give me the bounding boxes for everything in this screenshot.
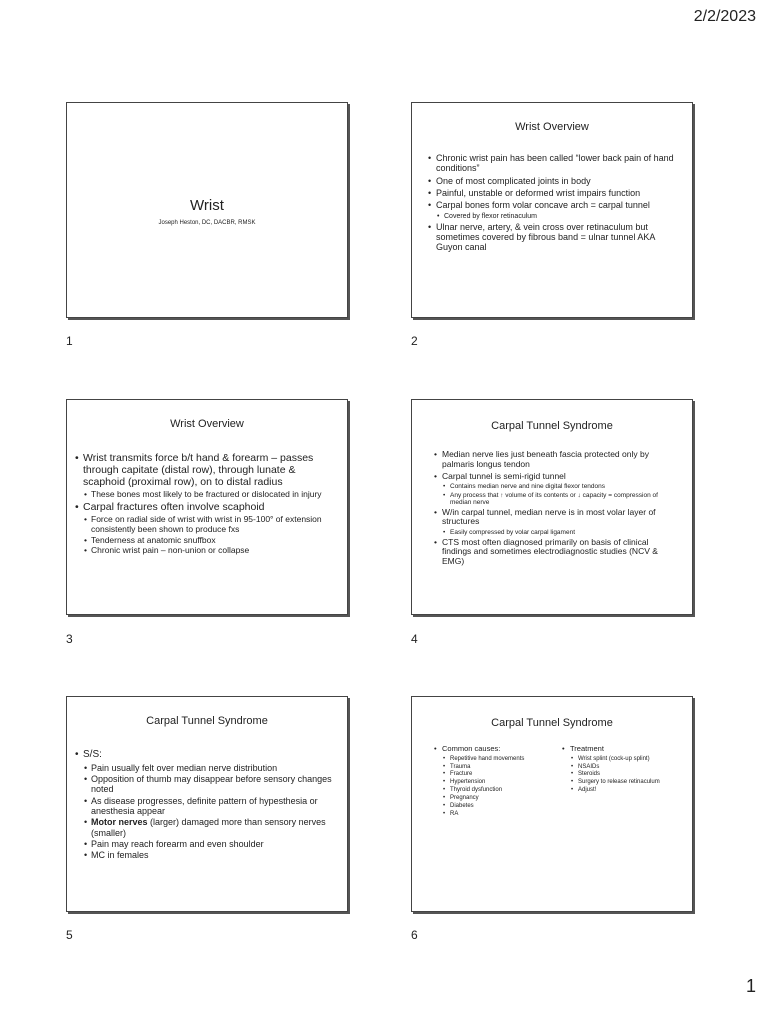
sub-bullet: • MC in females [84, 850, 337, 860]
two-column-content [434, 745, 686, 819]
slide-4 [411, 399, 693, 615]
bullet-list [75, 749, 337, 861]
sub-bullet: • As disease progresses, definite pattern of hypesthesia or anesthesia appear [84, 796, 337, 817]
slide-3 [66, 399, 348, 615]
sub-bullet: • Surgery to release retinaculum [571, 779, 684, 786]
sub-bullet: • Wrist splint (cock-up splint) [571, 756, 684, 763]
causes-items [443, 756, 562, 818]
page-number: 1 [745, 976, 756, 996]
sub-bullet: • Pregnancy [443, 795, 562, 802]
bullet: • One of most complicated joints in body [428, 176, 680, 186]
sub-bullet: • Pain may reach forearm and even shoulder [84, 839, 337, 849]
bullet: • S/S: [75, 749, 337, 761]
bullet-list [75, 452, 337, 556]
slide-number-3: 3 [66, 632, 73, 646]
sub-bullet: • Trauma [443, 764, 562, 771]
bullet: • Ulnar nerve, artery, & vein cross over retinaculum but sometimes covered by fibrous band = ulnar tunnel AKA Guyon canal [428, 222, 680, 253]
sub-bullet [84, 817, 337, 838]
sub-bullet: • Adjust! [571, 787, 684, 794]
sub-bullet: • Tenderness at anatomic snuffbox [84, 536, 337, 546]
bullet: • Painful, unstable or deformed wrist impairs function [428, 188, 680, 198]
slide-6 [411, 696, 693, 912]
sub-bullet: • Hypertension [443, 779, 562, 786]
sub-bullet: • Contains median nerve and nine digital flexor tendons [443, 483, 680, 490]
slide-number-5: 5 [66, 928, 73, 942]
sub-bullet: • NSAIDs [571, 764, 684, 771]
bullet: • Chronic wrist pain has been called “lower back pain of hand conditions” [428, 153, 680, 174]
slide-number-6: 6 [411, 928, 418, 942]
bullet-list [428, 153, 680, 253]
bullet: • W/in carpal tunnel, median nerve is in most volar layer of structures [434, 508, 680, 528]
bullet-text: (larger) damaged more than sensory nerves (smaller) [91, 817, 326, 838]
treatment-column [562, 745, 684, 819]
sub-bullet: • Repetitive hand movements [443, 756, 562, 763]
bullet: • CTS most often diagnosed primarily on basis of clinical findings and sometimes electrodiagnostic studies (NCV & EMG) [434, 538, 680, 567]
causes-list [434, 745, 562, 754]
sub-bullet: • Covered by flexor retinaculum [437, 213, 680, 221]
bold-term: Motor nerves [91, 817, 148, 828]
bullet: • Wrist transmits force b/t hand & forearm – passes through capitate (distal row), through lunate & scaphoid (proximal row), on to distal radius [75, 452, 337, 488]
sub-bullet: • Diabetes [443, 803, 562, 810]
sub-bullet: • Chronic wrist pain – non-union or collapse [84, 546, 337, 556]
slide-number-1: 1 [66, 334, 73, 348]
sub-bullet: • RA [443, 811, 562, 818]
bullet-list [434, 450, 680, 567]
bullet: • Median nerve lies just beneath fascia protected only by palmaris longus tendon [434, 450, 680, 470]
slide-5 [66, 696, 348, 912]
bullet: • Carpal tunnel is semi-rigid tunnel [434, 472, 680, 482]
treatment-items [571, 756, 684, 794]
slide-subtitle: Joseph Heston, DC, DACBR, RMSK [158, 220, 256, 226]
slide-title: Wrist [190, 197, 224, 214]
sub-bullet: • Opposition of thumb may disappear before sensory changes noted [84, 774, 337, 795]
slide-2 [411, 102, 693, 318]
slide-title: Wrist Overview [515, 121, 589, 133]
slide-number-4: 4 [411, 632, 418, 646]
sub-bullet: • Any process that ↑ volume of its contents or ↓ capacity = compression of median nerve [443, 492, 680, 507]
sub-bullet: • These bones most likely to be fractured or dislocated in injury [84, 490, 337, 500]
sub-bullet: • Fracture [443, 771, 562, 778]
slide-title: Carpal Tunnel Syndrome [491, 717, 613, 729]
bullet: • Common causes: [434, 745, 562, 754]
bullet: • Carpal fractures often involve scaphoid [75, 501, 337, 513]
sub-bullet: • Pain usually felt over median nerve distribution [84, 763, 337, 773]
page-date: 2/2/2023 [693, 8, 756, 25]
bullet: • Treatment [562, 745, 684, 754]
slide-1 [66, 102, 348, 318]
sub-bullet: • Steroids [571, 771, 684, 778]
sub-bullet: • Thyroid dysfunction [443, 787, 562, 794]
sub-bullet: • Easily compressed by volar carpal ligament [443, 529, 680, 536]
slide-number-2: 2 [411, 334, 418, 348]
sub-bullet: • Force on radial side of wrist with wrist in 95-100° of extension consistently been shown to produce fxs [84, 515, 337, 535]
slide-title: Wrist Overview [170, 418, 244, 430]
slide-title: Carpal Tunnel Syndrome [146, 715, 268, 727]
slide-title: Carpal Tunnel Syndrome [491, 420, 613, 432]
treatment-list [562, 745, 684, 754]
causes-column [434, 745, 562, 819]
bullet: • Carpal bones form volar concave arch = carpal tunnel [428, 200, 680, 210]
